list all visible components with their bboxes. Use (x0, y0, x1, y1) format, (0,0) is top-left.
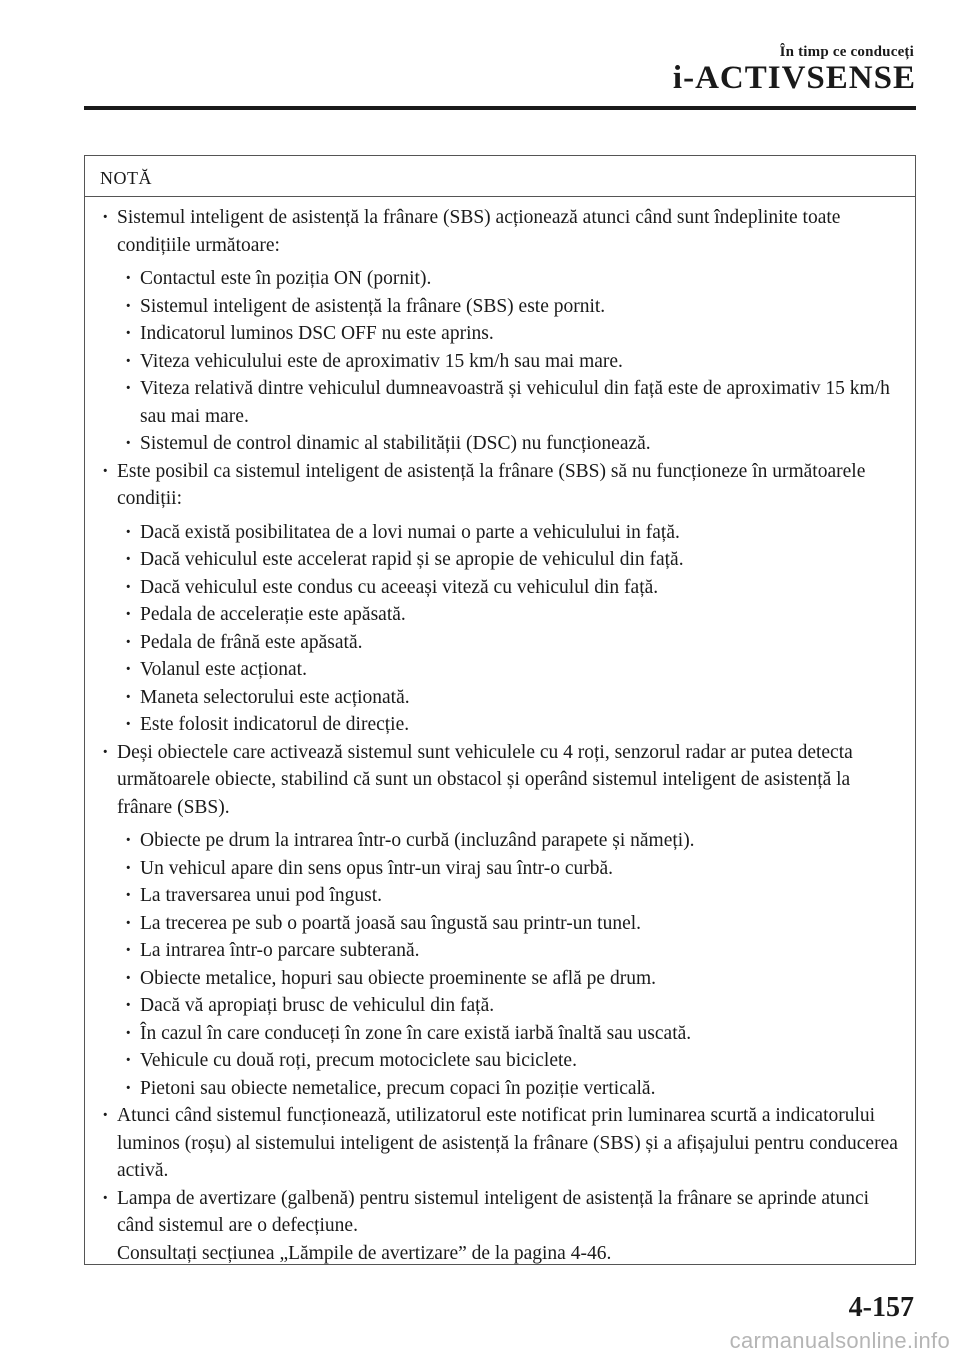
note-sub-item: · Pedala de frână este apăsată. (99, 629, 903, 657)
note-bullet-text: · Este posibil ca sistemul inteligent de asistență la frânare (SBS) să nu funcționeze în următoarele condiții: (117, 460, 866, 509)
note-sub-item: · Viteza relativă dintre vehiculul dumneavoastră și vehiculul din față este de aproximativ 15 km/h sau mai mare. (99, 375, 903, 430)
note-sub-item: · La trecerea pe sub o poartă joasă sau îngustă sau printr-un tunel. (99, 910, 903, 938)
note-bullet-text: · Atunci când sistemul funcționează, utilizatorul este notificat prin luminarea scurtă a indicatorului luminos (roșu) al sistemului inteligent de asistență la frânare (SBS) și a afișajului pentru conducerea activă. (117, 1105, 898, 1181)
note-bullet-reference: Consultați secțiunea „Lămpile de avertizare” de la pagina 4-46. (117, 1242, 612, 1264)
note-sub-item: · Dacă există posibilitatea de a lovi numai o parte a vehiculului in față. (99, 519, 903, 547)
note-bullet (99, 458, 903, 513)
note-sub-item: · Vehicule cu două roți, precum motociclete sau biciclete. (99, 1047, 903, 1075)
note-sub-list (99, 519, 903, 739)
note-bullet-text: · Lampa de avertizare (galbenă) pentru sistemul inteligent de asistență la frânare se aprinde atunci când sistemul are o defecțiune. (117, 1187, 870, 1236)
watermark: carmanualsonline.info (729, 1328, 950, 1353)
note-sub-item: · Volanul este acționat. (99, 656, 903, 684)
header-rule (84, 106, 916, 110)
note-sub-item: · La traversarea unui pod îngust. (99, 882, 903, 910)
note-sub-item: · Maneta selectorului este acționată. (99, 684, 903, 712)
note-sub-item: · Obiecte metalice, hopuri sau obiecte proeminente se află pe drum. (99, 965, 903, 993)
note-sub-item: · Sistemul de control dinamic al stabilității (DSC) nu funcționează. (99, 430, 903, 458)
note-sub-item: · În cazul în care conduceți în zone în care există iarbă înaltă sau uscată. (99, 1020, 903, 1048)
note-sub-item: · Dacă vă apropiați brusc de vehiculul din față. (99, 992, 903, 1020)
note-sub-item: · Pietoni sau obiecte nemetalice, precum copaci în poziție verticală. (99, 1075, 903, 1103)
note-sub-item: · Dacă vehiculul este accelerat rapid și se apropie de vehiculul din față. (99, 546, 903, 574)
note-sub-item: · Obiecte pe drum la intrarea într-o curbă (incluzând parapete și nămeți). (99, 827, 903, 855)
note-bullet (99, 1102, 903, 1185)
note-body (85, 197, 915, 1267)
note-sub-item: · Sistemul inteligent de asistență la frânare (SBS) este pornit. (99, 293, 903, 321)
note-bullet-text: · Sistemul inteligent de asistență la frânare (SBS) acționează atunci când sunt îndeplinite toate condițiile următoare: (117, 207, 841, 256)
note-heading: NOTĂ (85, 156, 915, 197)
note-bullet-text: · Deși obiectele care activează sistemul sunt vehiculele cu 4 roți, senzorul radar ar putea detecta următoarele obiecte, stabilind că sunt un obstacol și operând sistemul inteligent de asistență la frânare (SBS). (117, 741, 853, 818)
note-box (84, 155, 916, 1265)
note-sub-list (99, 827, 903, 1102)
page-number: 4-157 (848, 1292, 914, 1323)
note-sub-list (99, 265, 903, 458)
note-sub-item: · Indicatorul luminos DSC OFF nu este aprins. (99, 320, 903, 348)
note-sub-item: · Este folosit indicatorul de direcție. (99, 711, 903, 739)
note-bullet (99, 739, 903, 822)
note-sub-item: · Viteza vehiculului este de aproximativ 15 km/h sau mai mare. (99, 348, 903, 376)
note-bullet (99, 1185, 903, 1268)
note-sub-item: · Pedala de accelerație este apăsată. (99, 601, 903, 629)
running-header-title: i-ACTIVSENSE (672, 60, 916, 96)
note-sub-item: · Un vehicul apare din sens opus într-un viraj sau într-o curbă. (99, 855, 903, 883)
note-sub-item: · Contactul este în poziția ON (pornit). (99, 265, 903, 293)
note-bullet (99, 204, 903, 259)
running-header-section: În timp ce conduceți (779, 44, 914, 60)
note-sub-item: · La intrarea într-o parcare subterană. (99, 937, 903, 965)
note-sub-item: · Dacă vehiculul este condus cu aceeași viteză cu vehiculul din față. (99, 574, 903, 602)
